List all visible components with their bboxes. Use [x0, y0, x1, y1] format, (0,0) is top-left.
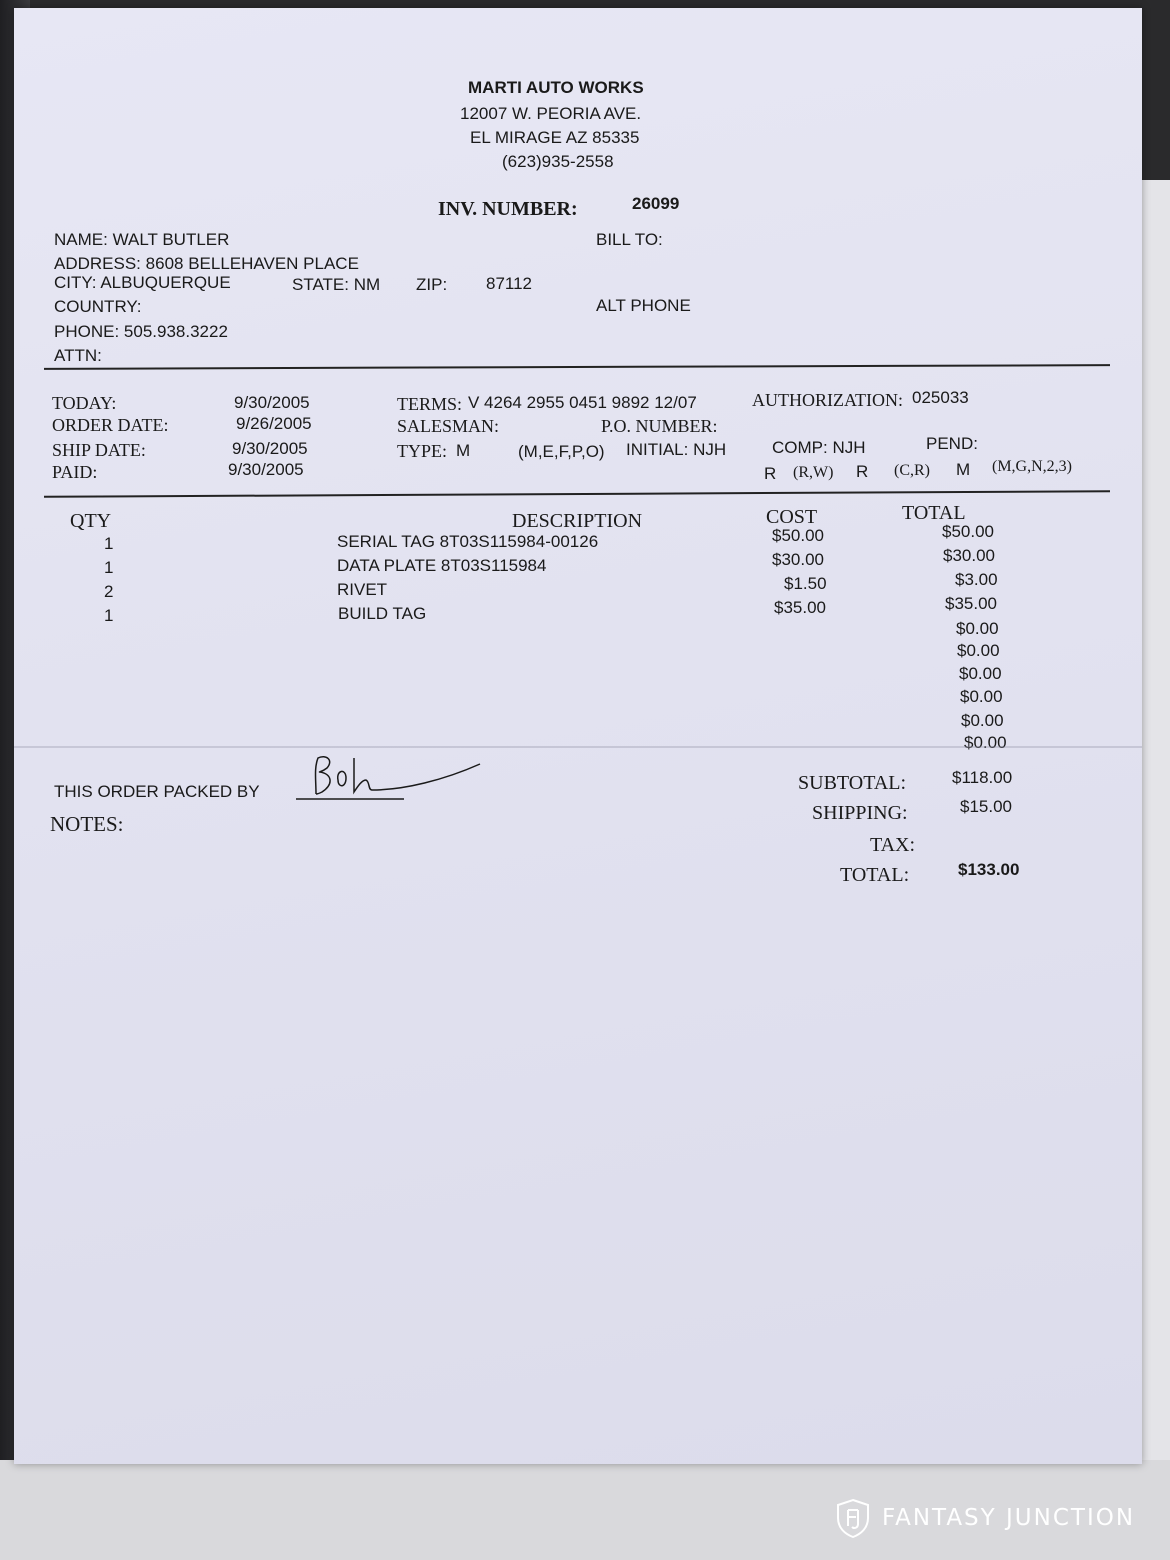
row-4-qty: 1 [104, 606, 114, 625]
type-value: M [456, 441, 471, 460]
r2-value: R [856, 462, 869, 481]
packed-by-label: THIS ORDER PACKED BY [54, 782, 260, 801]
country-label: COUNTRY: [54, 297, 142, 316]
type-label: TYPE: [397, 441, 448, 461]
type-options: (M,E,F,P,O) [518, 442, 605, 461]
attn-label: ATTN: [54, 346, 102, 365]
salesman-label: SALESMAN: [397, 416, 500, 436]
row-3-qty: 2 [104, 582, 114, 601]
customer-name-row [54, 230, 229, 250]
cost-header: COST [766, 506, 818, 528]
customer-city: ALBUQUERQUE [100, 273, 231, 292]
subtotal-value: $118.00 [952, 768, 1013, 787]
initial-value: NJH [693, 440, 727, 459]
invoice-number: 26099 [632, 194, 680, 213]
row-4-total: $35.00 [945, 594, 997, 613]
row-5-total: $0.00 [956, 619, 999, 638]
customer-address: 8608 BELLEHAVEN PLACE [145, 254, 359, 273]
company-phone: (623)935-2558 [502, 152, 614, 171]
watermark [836, 1498, 1135, 1538]
row-3-cost: $1.50 [784, 574, 827, 593]
subtotal-label: SUBTOTAL: [798, 772, 907, 794]
comp-group [772, 438, 866, 458]
invoice-sheet [14, 8, 1142, 1464]
notes-label: NOTES: [50, 812, 124, 836]
bill-to-label: BILL TO: [596, 230, 663, 249]
paid-label: PAID: [52, 462, 98, 482]
divider-middle [44, 490, 1110, 498]
r1-options: (R,W) [793, 464, 834, 481]
customer-state: NM [353, 275, 381, 294]
state-label: STATE: [292, 275, 349, 294]
row-2-description: DATA PLATE 8T03S115984 [337, 556, 547, 575]
grand-total-value: $133.00 [958, 860, 1020, 879]
packer-signature [294, 750, 494, 806]
row-8-total: $0.00 [960, 687, 1003, 706]
today-value: 9/30/2005 [234, 393, 310, 412]
shipping-value: $15.00 [960, 797, 1012, 816]
comp-value: NJH [832, 438, 866, 457]
r1-value: R [764, 464, 777, 483]
r2-options: (C,R) [894, 462, 930, 479]
customer-phone: 505.938.3222 [123, 322, 228, 341]
invoice-number-label: INV. NUMBER: [438, 198, 578, 220]
ship-date-value: 9/30/2005 [232, 439, 308, 458]
row-9-total: $0.00 [961, 711, 1004, 730]
order-date-value: 9/26/2005 [236, 414, 312, 433]
phone-label: PHONE: [54, 322, 120, 341]
customer-phone-row [54, 322, 228, 342]
po-number-label: P.O. NUMBER: [601, 416, 718, 436]
address-label: ADDRESS: [54, 254, 141, 273]
terms-label: TERMS: [397, 394, 463, 414]
ship-date-label: SHIP DATE: [52, 440, 146, 460]
m-value: M [956, 460, 971, 479]
row-2-cost: $30.00 [772, 550, 824, 569]
watermark-text: FANTASY JUNCTION [882, 1505, 1136, 1531]
row-1-cost: $50.00 [772, 526, 824, 545]
customer-address-row [54, 254, 359, 274]
city-label-group [54, 273, 231, 293]
underlying-paper [1140, 180, 1170, 1480]
terms-value: V 4264 2955 0451 9892 12/07 [468, 393, 697, 412]
authorization-label: AUTHORIZATION: [752, 390, 903, 410]
tax-label: TAX: [870, 834, 916, 856]
m-options: (M,G,N,2,3) [992, 458, 1072, 475]
total-header: TOTAL [902, 502, 966, 524]
name-label: NAME: [54, 230, 108, 249]
state-group [292, 275, 380, 295]
zip-label: ZIP: [416, 275, 448, 294]
row-3-total: $3.00 [955, 570, 998, 589]
shipping-label: SHIPPING: [812, 802, 908, 824]
description-header: DESCRIPTION [512, 510, 643, 532]
today-label: TODAY: [52, 393, 117, 413]
company-city: EL MIRAGE AZ 85335 [470, 128, 640, 147]
alt-phone-label: ALT PHONE [596, 296, 691, 315]
row-1-total: $50.00 [942, 522, 994, 541]
row-4-cost: $35.00 [774, 598, 826, 617]
company-street: 12007 W. PEORIA AVE. [460, 104, 642, 123]
initial-group [626, 440, 726, 460]
initial-label: INITIAL: [626, 440, 689, 459]
order-date-label: ORDER DATE: [52, 415, 169, 435]
qty-header: QTY [70, 510, 112, 532]
row-4-description: BUILD TAG [338, 604, 427, 623]
pend-label: PEND: [926, 434, 978, 453]
total-label: TOTAL: [840, 864, 910, 886]
paper-fold [14, 746, 1142, 748]
divider-top [44, 364, 1110, 370]
row-6-total: $0.00 [957, 641, 1000, 660]
comp-label: COMP: [772, 438, 828, 457]
row-2-qty: 1 [104, 558, 114, 577]
shield-icon [836, 1498, 870, 1538]
row-10-total: $0.00 [964, 733, 1007, 752]
paid-value: 9/30/2005 [228, 460, 304, 479]
city-label: CITY: [54, 273, 97, 292]
row-1-description: SERIAL TAG 8T03S115984-00126 [337, 532, 599, 551]
company-name: MARTI AUTO WORKS [468, 78, 644, 97]
row-3-description: RIVET [337, 580, 388, 599]
customer-zip: 87112 [486, 274, 533, 293]
customer-name: WALT BUTLER [112, 230, 230, 249]
authorization-value: 025033 [912, 388, 969, 407]
row-1-qty: 1 [104, 534, 114, 553]
row-7-total: $0.00 [959, 664, 1002, 683]
row-2-total: $30.00 [943, 546, 995, 565]
